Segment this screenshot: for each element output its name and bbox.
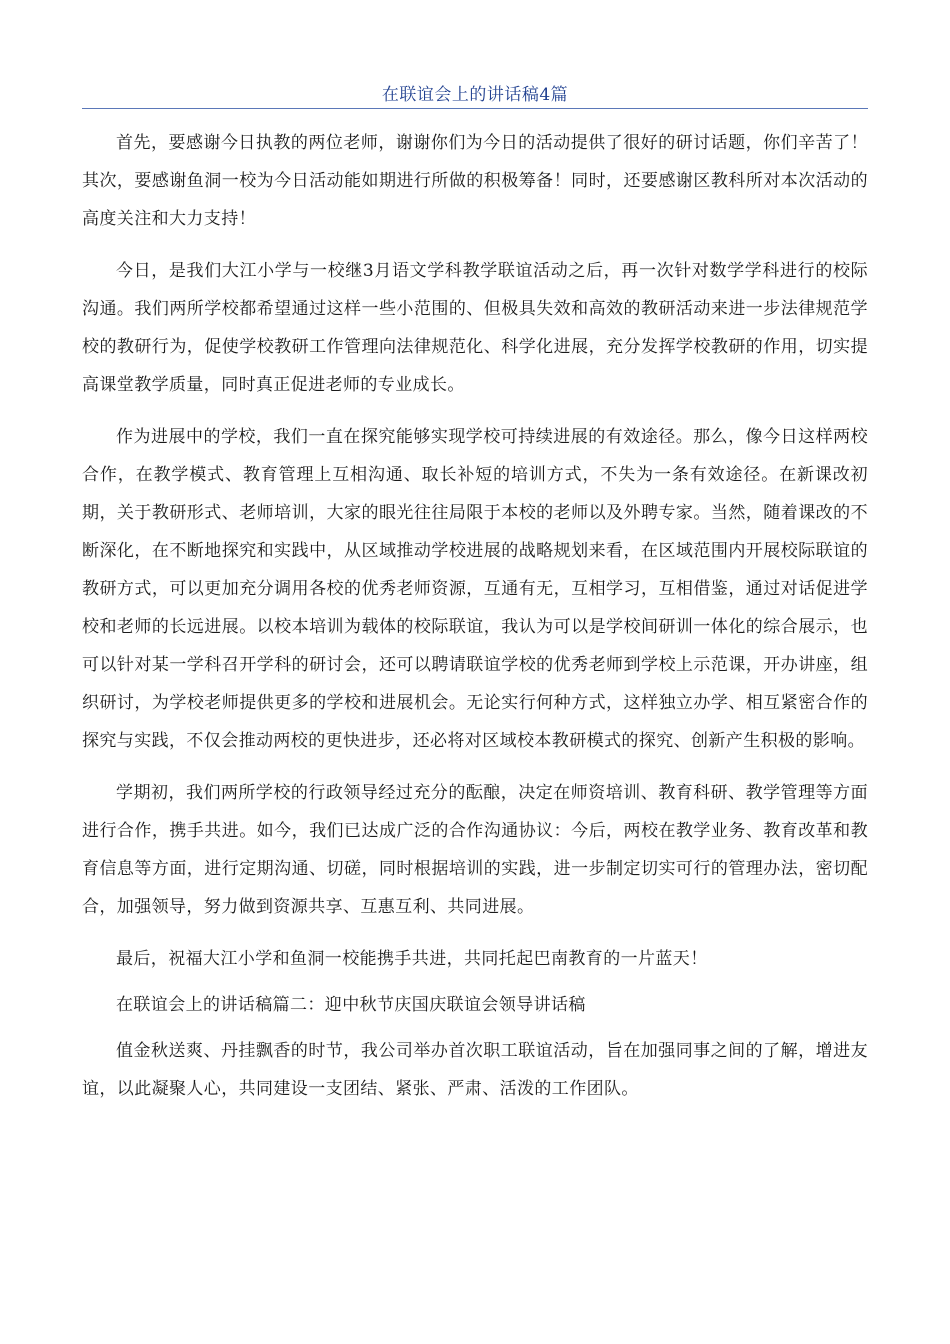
page-header-title: 在联谊会上的讲话稿4篇 [381,85,569,105]
paragraph-festival-intro: 值金秋送爽、丹挂飘香的时节，我公司举办首次职工联谊活动，旨在加强同事之间的了解，增进友谊，以此凝聚人心，共同建设一支团结、紧张、严肃、活泼的工作团队。 [82,1041,868,1099]
paragraph-closing: 最后，祝福大江小学和鱼洞一校能携手共进，共同托起巴南教育的一片蓝天！ [116,949,708,969]
paragraph-exchange: 今日，是我们大江小学与一校继3月语文学科教学联谊活动之后，再一次针对数学学科进行的校际沟通。我们两所学校都希望通过这样一些小范围的、但极具失效和高效的教研活动来进一步法律规范学校的教研行为，促使学校教研工作管理向法律规范化、科学化进展，充分发挥学校教研的作用，切实提高课堂教学质量，同时真正促进老师的专业成长。 [82,261,868,395]
paragraph-cooperation: 作为进展中的学校，我们一直在探究能够实现学校可持续进展的有效途径。那么，像今日这样两校合作，在教学模式、教育管理上互相沟通、取长补短的培训方式，不失为一条有效途径。在新课改初期，关于教研形式、老师培训，大家的眼光往往局限于本校的老师以及外聘专家。当然，随着课改的不断深化，在不断地探究和实践中，从区域推动学校进展的战略规划来看，在区域范围内开展校际联谊的教研方式，可以更加充分调用各校的优秀老师资源，互通有无，互相学习，互相借鉴，通过对话促进学校和老师的长远进展。以校本培训为载体的校际联谊，我认为可以是学校间研训一体化的综合展示，也可以针对某一学科召开学科的研讨会，还可以聘请联谊学校的优秀老师到学校上示范课，开办讲座，组织研讨，为学校老师提供更多的学校和进展机会。无论实行何种方式，这样独立办学、相互紧密合作的探究与实践，不仅会推动两校的更快进步，还必将对区域校本教研模式的探究、创新产生积极的影响。 [82,427,868,751]
paragraph-agreement: 学期初，我们两所学校的行政领导经过充分的酝酿，决定在师资培训、教育科研、教学管理等方面进行合作，携手共进。如今，我们已达成广泛的合作沟通协议：今后，两校在教学业务、教育改革和教育信息等方面，进行定期沟通、切磋，同时根据培训的实践，进一步制定切实可行的管理办法，密切配合，加强领导，努力做到资源共享、互惠互利、共同进展。 [82,783,868,917]
section-heading-part-two: 在联谊会上的讲话稿篇二：迎中秋节庆国庆联谊会领导讲话稿 [116,995,586,1015]
header-divider [82,108,868,109]
paragraph-thanks: 首先，要感谢今日执教的两位老师，谢谢你们为今日的活动提供了很好的研讨话题，你们辛苦了！其次，要感谢鱼洞一校为今日活动能如期进行所做的积极筹备！同时，还要感谢区教科所对本次活动的高度关注和大力支持！ [82,133,868,229]
document-body [82,124,868,1122]
